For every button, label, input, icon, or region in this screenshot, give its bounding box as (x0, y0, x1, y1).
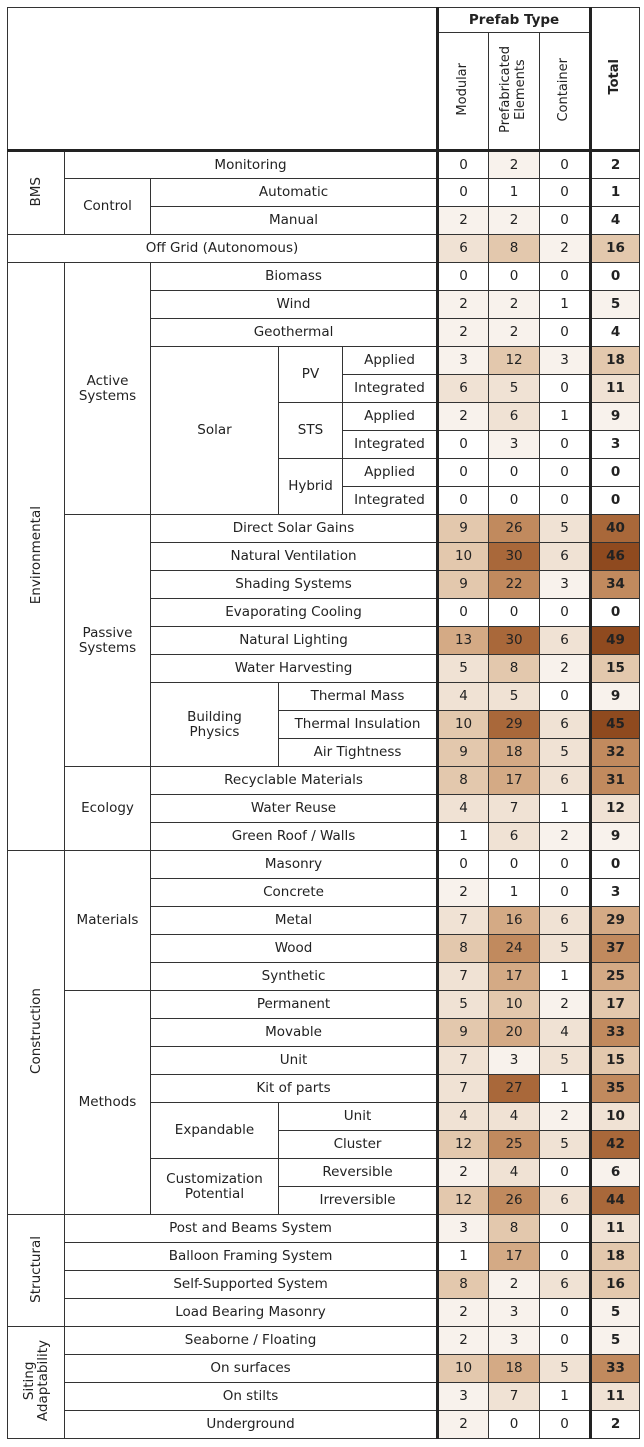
table-row (8, 1215, 640, 1243)
cell-total: 25 (591, 963, 640, 991)
cell-modular: 5 (438, 991, 489, 1019)
customization-line2: Potential (184, 1185, 245, 1202)
row-label: Natural Ventilation (151, 543, 438, 571)
cell-prefabricated: 26 (489, 515, 540, 543)
subgroup-control: Control (65, 179, 151, 235)
cell-total: 46 (591, 543, 640, 571)
prefabricated-header-label (499, 46, 529, 133)
passive-line2: Systems (78, 639, 137, 656)
cell-prefabricated: 10 (489, 991, 540, 1019)
cell-container: 1 (540, 1383, 591, 1411)
cell-modular: 9 (438, 1019, 489, 1047)
cell-prefabricated: 20 (489, 1019, 540, 1047)
row-label: Movable (151, 1019, 438, 1047)
table-row (8, 1243, 640, 1271)
cell-modular: 0 (438, 487, 489, 515)
row-label: Load Bearing Masonry (65, 1299, 438, 1327)
cell-modular: 12 (438, 1131, 489, 1159)
row-label: Shading Systems (151, 571, 438, 599)
cell-prefabricated: 8 (489, 1215, 540, 1243)
cell-prefabricated: 30 (489, 627, 540, 655)
cell-total: 0 (591, 599, 640, 627)
group-construction-label: Construction (27, 987, 44, 1074)
cell-prefabricated: 3 (489, 1299, 540, 1327)
row-label: On surfaces (65, 1355, 438, 1383)
cell-modular: 9 (438, 515, 489, 543)
cell-container: 0 (540, 851, 591, 879)
row-label: Thermal Insulation (279, 711, 438, 739)
cell-prefabricated: 1 (489, 879, 540, 907)
cell-modular: 2 (438, 319, 489, 347)
row-label: Biomass (151, 263, 438, 291)
cell-container: 1 (540, 291, 591, 319)
row-label: Unit (279, 1103, 438, 1131)
group-environmental-label: Environmental (27, 505, 44, 605)
cell-total: 11 (591, 375, 640, 403)
cell-modular: 6 (438, 235, 489, 263)
cell-prefabricated: 17 (489, 1243, 540, 1271)
prefab-type-header: Prefab Type (438, 8, 591, 33)
cell-prefabricated: 4 (489, 1159, 540, 1187)
table-row (8, 991, 640, 1019)
cell-container: 2 (540, 235, 591, 263)
cell-modular: 4 (438, 1103, 489, 1131)
row-label: Seaborne / Floating (65, 1327, 438, 1355)
cell-modular: 2 (438, 291, 489, 319)
prefabricated-line1: Prefabricated (498, 45, 514, 133)
cell-prefabricated: 2 (489, 291, 540, 319)
cell-total: 5 (591, 1327, 640, 1355)
cell-container: 0 (540, 179, 591, 207)
cell-modular: 3 (438, 1215, 489, 1243)
cell-modular: 0 (438, 459, 489, 487)
cell-total: 3 (591, 431, 640, 459)
row-label: Wind (151, 291, 438, 319)
cell-total: 10 (591, 1103, 640, 1131)
cell-container: 5 (540, 515, 591, 543)
cell-total: 16 (591, 235, 640, 263)
table-row (8, 151, 640, 179)
prefabricated-line2: Elements (513, 59, 529, 120)
subgroup-customization-potential (151, 1159, 279, 1215)
cell-modular: 10 (438, 711, 489, 739)
cell-total: 44 (591, 1187, 640, 1215)
cell-total: 16 (591, 1271, 640, 1299)
cell-container: 0 (540, 375, 591, 403)
cell-total: 15 (591, 655, 640, 683)
cell-container: 6 (540, 907, 591, 935)
cell-container: 0 (540, 487, 591, 515)
cell-modular: 9 (438, 571, 489, 599)
cell-prefabricated: 3 (489, 431, 540, 459)
row-label: Applied (343, 403, 438, 431)
subgroup-ecology: Ecology (65, 767, 151, 851)
row-label: Irreversible (279, 1187, 438, 1215)
cell-prefabricated: 2 (489, 207, 540, 235)
cell-total: 2 (591, 1411, 640, 1439)
group-siting-label (22, 1340, 50, 1421)
row-label: Green Roof / Walls (151, 823, 438, 851)
cell-prefabricated: 6 (489, 823, 540, 851)
row-label: Underground (65, 1411, 438, 1439)
cell-container: 6 (540, 711, 591, 739)
container-header-label: Container (556, 57, 572, 122)
row-label: On stilts (65, 1383, 438, 1411)
cell-container: 0 (540, 1327, 591, 1355)
cell-modular: 2 (438, 1159, 489, 1187)
cell-total: 40 (591, 515, 640, 543)
cell-container: 0 (540, 599, 591, 627)
cell-modular: 13 (438, 627, 489, 655)
table-row (8, 851, 640, 879)
cell-modular: 2 (438, 403, 489, 431)
cell-prefabricated: 0 (489, 851, 540, 879)
group-bms (8, 151, 65, 235)
row-label: Permanent (151, 991, 438, 1019)
row-label: Water Harvesting (151, 655, 438, 683)
cell-container: 6 (540, 627, 591, 655)
cell-container: 6 (540, 1271, 591, 1299)
row-label: Wood (151, 935, 438, 963)
cell-prefabricated: 6 (489, 403, 540, 431)
cell-total: 33 (591, 1019, 640, 1047)
cell-total: 3 (591, 879, 640, 907)
table-row (8, 515, 640, 543)
cell-total: 1 (591, 179, 640, 207)
cell-total: 35 (591, 1075, 640, 1103)
cell-prefabricated: 16 (489, 907, 540, 935)
cell-prefabricated: 7 (489, 1383, 540, 1411)
row-label: Thermal Mass (279, 683, 438, 711)
total-header-label: Total (607, 59, 623, 95)
cell-container: 0 (540, 879, 591, 907)
row-label: Integrated (343, 431, 438, 459)
subgroup-methods: Methods (65, 991, 151, 1215)
cell-modular: 2 (438, 207, 489, 235)
table-row (8, 1383, 640, 1411)
cell-total: 45 (591, 711, 640, 739)
table-row (8, 1411, 640, 1439)
cell-modular: 7 (438, 1047, 489, 1075)
passive-line1: Passive (82, 625, 133, 642)
cell-prefabricated: 2 (489, 319, 540, 347)
row-label: Air Tightness (279, 739, 438, 767)
cell-container: 0 (540, 683, 591, 711)
cell-container: 3 (540, 347, 591, 375)
cell-container: 0 (540, 431, 591, 459)
cell-total: 2 (591, 151, 640, 179)
cell-container: 6 (540, 767, 591, 795)
cell-prefabricated: 0 (489, 1411, 540, 1439)
cell-container: 2 (540, 1103, 591, 1131)
cell-total: 4 (591, 319, 640, 347)
cell-modular: 1 (438, 823, 489, 851)
cell-prefabricated: 2 (489, 151, 540, 179)
cell-prefabricated: 25 (489, 1131, 540, 1159)
cell-total: 17 (591, 991, 640, 1019)
cell-container: 0 (540, 1243, 591, 1271)
row-label: Evaporating Cooling (151, 599, 438, 627)
cell-total: 33 (591, 1355, 640, 1383)
row-label: Natural Lighting (151, 627, 438, 655)
cell-modular: 7 (438, 1075, 489, 1103)
cell-modular: 10 (438, 543, 489, 571)
cell-prefabricated: 4 (489, 1103, 540, 1131)
cell-prefabricated: 12 (489, 347, 540, 375)
cell-container: 6 (540, 1187, 591, 1215)
cell-container: 1 (540, 795, 591, 823)
cell-total: 5 (591, 291, 640, 319)
cell-prefabricated: 27 (489, 1075, 540, 1103)
cell-prefabricated: 17 (489, 963, 540, 991)
cell-total: 0 (591, 263, 640, 291)
cell-container: 0 (540, 263, 591, 291)
subgroup-active-systems (65, 263, 151, 515)
row-label: Metal (151, 907, 438, 935)
cell-prefabricated: 30 (489, 543, 540, 571)
cell-prefabricated: 22 (489, 571, 540, 599)
cell-container: 5 (540, 1047, 591, 1075)
cell-container: 0 (540, 1215, 591, 1243)
cell-modular: 9 (438, 739, 489, 767)
cell-modular: 0 (438, 599, 489, 627)
table-row (8, 235, 640, 263)
row-label: Applied (343, 347, 438, 375)
cell-prefabricated: 29 (489, 711, 540, 739)
group-siting-adaptability (8, 1327, 65, 1439)
cell-modular: 6 (438, 375, 489, 403)
cell-modular: 2 (438, 1327, 489, 1355)
cell-prefabricated: 3 (489, 1047, 540, 1075)
table-row (8, 179, 640, 207)
row-label: Manual (151, 207, 438, 235)
prefab-table (7, 7, 640, 1439)
cell-modular: 0 (438, 151, 489, 179)
cell-total: 6 (591, 1159, 640, 1187)
cell-total: 9 (591, 823, 640, 851)
cell-total: 37 (591, 935, 640, 963)
cell-container: 0 (540, 1411, 591, 1439)
cell-prefabricated: 26 (489, 1187, 540, 1215)
cell-container: 5 (540, 1131, 591, 1159)
prefabricated-header (489, 33, 540, 151)
group-structural (8, 1215, 65, 1327)
row-label: Balloon Framing System (65, 1243, 438, 1271)
cell-container: 0 (540, 1299, 591, 1327)
siting-line2: Adaptability (35, 1340, 51, 1422)
cell-total: 4 (591, 207, 640, 235)
table-row (8, 767, 640, 795)
cell-total: 9 (591, 683, 640, 711)
cell-modular: 0 (438, 431, 489, 459)
row-label: Unit (151, 1047, 438, 1075)
row-label: Self-Supported System (65, 1271, 438, 1299)
row-label: Recyclable Materials (151, 767, 438, 795)
building-line1: Building (187, 709, 242, 726)
subgroup-hybrid: Hybrid (279, 459, 343, 515)
cell-total: 0 (591, 459, 640, 487)
header-row-1 (8, 8, 640, 33)
cell-modular: 0 (438, 263, 489, 291)
table-row (8, 1327, 640, 1355)
cell-modular: 2 (438, 1411, 489, 1439)
row-label: Synthetic (151, 963, 438, 991)
row-label: Cluster (279, 1131, 438, 1159)
table-row (8, 1355, 640, 1383)
row-label: Post and Beams System (65, 1215, 438, 1243)
cell-container: 1 (540, 1075, 591, 1103)
cell-modular: 0 (438, 851, 489, 879)
cell-total: 31 (591, 767, 640, 795)
subgroup-solar: Solar (151, 347, 279, 515)
subgroup-passive-systems (65, 515, 151, 767)
cell-prefabricated: 0 (489, 487, 540, 515)
cell-modular: 1 (438, 1243, 489, 1271)
building-line2: Physics (189, 723, 240, 740)
cell-modular: 2 (438, 879, 489, 907)
row-label: Kit of parts (151, 1075, 438, 1103)
cell-total: 0 (591, 851, 640, 879)
total-header (591, 8, 640, 151)
subgroup-materials: Materials (65, 851, 151, 991)
cell-modular: 2 (438, 1299, 489, 1327)
cell-prefabricated: 7 (489, 795, 540, 823)
modular-header (438, 33, 489, 151)
cell-prefabricated: 17 (489, 767, 540, 795)
cell-total: 11 (591, 1383, 640, 1411)
group-environmental (8, 263, 65, 851)
cell-prefabricated: 0 (489, 459, 540, 487)
cell-container: 0 (540, 207, 591, 235)
cell-container: 0 (540, 319, 591, 347)
active-line2: Systems (78, 387, 137, 404)
group-structural-label: Structural (27, 1235, 44, 1303)
cell-modular: 3 (438, 1383, 489, 1411)
cell-container: 2 (540, 655, 591, 683)
cell-container: 5 (540, 1355, 591, 1383)
cell-container: 0 (540, 459, 591, 487)
cell-modular: 5 (438, 655, 489, 683)
cell-total: 15 (591, 1047, 640, 1075)
cell-container: 5 (540, 739, 591, 767)
cell-container: 1 (540, 963, 591, 991)
row-label: Geothermal (151, 319, 438, 347)
cell-container: 2 (540, 823, 591, 851)
subgroup-pv: PV (279, 347, 343, 403)
container-header (540, 33, 591, 151)
cell-total: 0 (591, 487, 640, 515)
row-label: Water Reuse (151, 795, 438, 823)
cell-modular: 8 (438, 1271, 489, 1299)
cell-modular: 4 (438, 795, 489, 823)
row-label: Automatic (151, 179, 438, 207)
cell-total: 42 (591, 1131, 640, 1159)
subgroup-expandable: Expandable (151, 1103, 279, 1159)
cell-modular: 7 (438, 963, 489, 991)
siting-line1: Siting (20, 1361, 37, 1401)
row-label: Integrated (343, 487, 438, 515)
cell-container: 1 (540, 403, 591, 431)
cell-prefabricated: 18 (489, 739, 540, 767)
row-label: Monitoring (65, 151, 438, 179)
row-label: Masonry (151, 851, 438, 879)
cell-modular: 3 (438, 347, 489, 375)
row-label: Applied (343, 459, 438, 487)
cell-container: 6 (540, 543, 591, 571)
cell-total: 32 (591, 739, 640, 767)
cell-total: 34 (591, 571, 640, 599)
subgroup-sts: STS (279, 403, 343, 459)
cell-modular: 8 (438, 767, 489, 795)
table-row (8, 1299, 640, 1327)
group-construction (8, 851, 65, 1215)
cell-total: 9 (591, 403, 640, 431)
table-row (8, 263, 640, 291)
row-label: Concrete (151, 879, 438, 907)
cell-container: 0 (540, 151, 591, 179)
cell-total: 18 (591, 347, 640, 375)
cell-container: 0 (540, 1159, 591, 1187)
cell-container: 2 (540, 991, 591, 1019)
row-label: Integrated (343, 375, 438, 403)
cell-modular: 7 (438, 907, 489, 935)
cell-prefabricated: 18 (489, 1355, 540, 1383)
cell-total: 5 (591, 1299, 640, 1327)
modular-header-label: Modular (455, 63, 471, 116)
cell-prefabricated: 5 (489, 375, 540, 403)
cell-total: 29 (591, 907, 640, 935)
cell-container: 5 (540, 935, 591, 963)
cell-total: 12 (591, 795, 640, 823)
row-label: Reversible (279, 1159, 438, 1187)
row-label: Direct Solar Gains (151, 515, 438, 543)
cell-container: 4 (540, 1019, 591, 1047)
cell-prefabricated: 8 (489, 655, 540, 683)
cell-prefabricated: 1 (489, 179, 540, 207)
cell-modular: 0 (438, 179, 489, 207)
cell-container: 3 (540, 571, 591, 599)
cell-prefabricated: 3 (489, 1327, 540, 1355)
cell-modular: 10 (438, 1355, 489, 1383)
cell-prefabricated: 8 (489, 235, 540, 263)
cell-prefabricated: 0 (489, 263, 540, 291)
cell-total: 11 (591, 1215, 640, 1243)
cell-modular: 4 (438, 683, 489, 711)
active-line1: Active (86, 373, 129, 390)
row-label: Off Grid (Autonomous) (8, 235, 438, 263)
customization-line1: Customization (166, 1171, 263, 1188)
cell-modular: 12 (438, 1187, 489, 1215)
cell-prefabricated: 24 (489, 935, 540, 963)
cell-prefabricated: 2 (489, 1271, 540, 1299)
subgroup-building-physics (151, 683, 279, 767)
group-bms-label: BMS (27, 176, 44, 207)
header-blank (8, 8, 438, 151)
cell-total: 49 (591, 627, 640, 655)
cell-total: 18 (591, 1243, 640, 1271)
cell-prefabricated: 0 (489, 599, 540, 627)
cell-prefabricated: 5 (489, 683, 540, 711)
cell-modular: 8 (438, 935, 489, 963)
table-row (8, 1271, 640, 1299)
